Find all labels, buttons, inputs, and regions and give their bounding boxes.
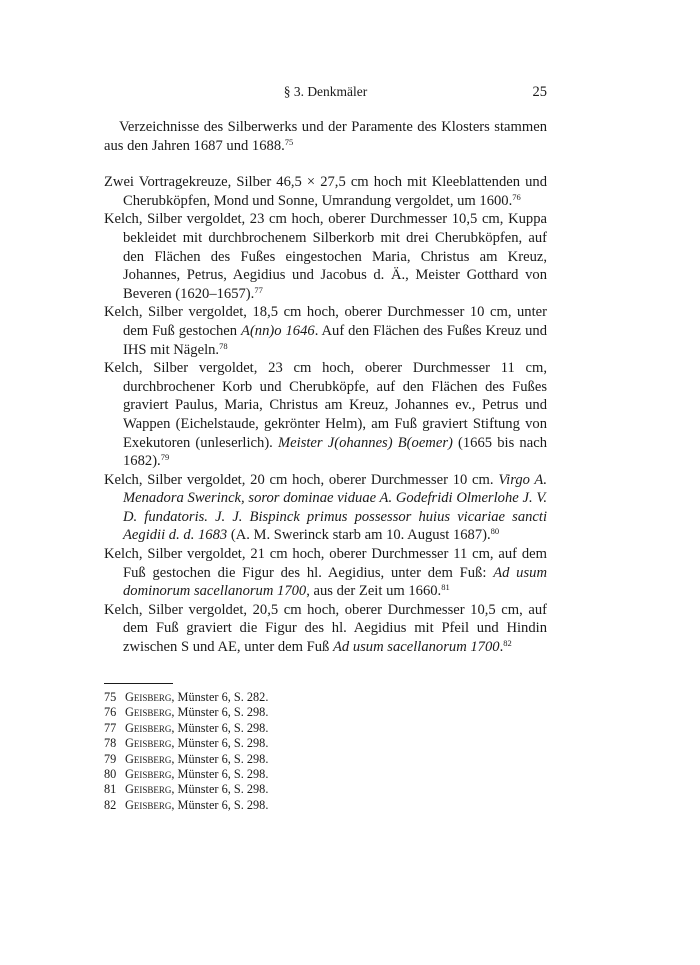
footnotes bbox=[104, 690, 547, 813]
footnote-text: , Münster 6, S. 282. bbox=[171, 690, 269, 704]
footnote-number: 75 bbox=[104, 690, 117, 704]
entry-text: Kelch, Silber vergoldet, 20,5 cm hoch, oberer Durchmesser 10,5 cm, auf dem Fuß graviert die Figur des hl. Aegidius mit Pfeil und Hindin zwischen S und AE, unter dem Fuß bbox=[104, 601, 547, 656]
footnote-text: , Münster 6, S. 298. bbox=[171, 705, 269, 720]
footnote-text: , Münster 6, S. 298. bbox=[171, 797, 269, 812]
entry-inscription: A(nn)o 1646 bbox=[241, 322, 315, 339]
footnote-author: Geisberg bbox=[125, 705, 172, 720]
inventory-entry bbox=[104, 303, 547, 359]
footnote-ref[interactable]: 78 bbox=[219, 340, 228, 351]
footnote-ref[interactable]: 77 bbox=[254, 284, 263, 295]
inventory-entry bbox=[104, 359, 547, 471]
footnote-ref[interactable]: 76 bbox=[512, 191, 521, 202]
footnote-author: Geisberg bbox=[125, 782, 172, 797]
entry-inscription: Virgo A. Menadora Swerinck, soror dominae viduae A. Godefridi Olmerlohe J. V. D. fundatoris. J. J. Bispinck primus possessor huius vicariae sancti Aegidii d. d. 1683 bbox=[123, 471, 547, 544]
footnote-number: 80 bbox=[104, 767, 117, 782]
inventory-entry bbox=[104, 601, 547, 657]
entry-text: , aus der Zeit um 1660. bbox=[306, 583, 442, 600]
footnote-text: , Münster 6, S. 298. bbox=[171, 736, 269, 751]
footnote bbox=[104, 690, 547, 705]
footnote bbox=[104, 705, 547, 720]
footnote-number: 79 bbox=[104, 751, 117, 766]
footnote-author: Geisberg bbox=[125, 767, 172, 782]
footnote-text: , Münster 6, S. 298. bbox=[171, 782, 269, 797]
footnote bbox=[104, 752, 547, 767]
footnote-ref[interactable]: 82 bbox=[503, 638, 512, 649]
entry-inscription: Ad usum dominorum sacellanorum 1700 bbox=[123, 564, 547, 600]
footnote-rule bbox=[104, 683, 173, 684]
footnote-number: 77 bbox=[104, 720, 117, 735]
footnote-author: Geisberg bbox=[125, 797, 172, 812]
entry-text: . Auf den Flächen des Fußes Kreuz und IHS mit Nägeln. bbox=[123, 322, 547, 358]
footnote-number: 76 bbox=[104, 705, 117, 720]
footnote-number: 81 bbox=[104, 782, 117, 797]
entry-text: Kelch, Silber vergoldet, 23 cm hoch, oberer Durchmesser 10,5 cm, Kuppa bekleidet mit durchbrochenem Silberkorb mit drei Cherubköpfen, auf den Flächen des Fußes eingestochen Maria, Christus am Kreuz, Johannes, Petrus, Aegidius und Jacobus d. Ä., Meister Gotthard von Beveren (1620–1657). bbox=[104, 211, 547, 302]
footnote bbox=[104, 767, 547, 782]
inventory-entry bbox=[104, 173, 547, 210]
footnote bbox=[104, 782, 547, 797]
footnote-ref[interactable]: 75 bbox=[284, 136, 294, 147]
inventory-list bbox=[104, 173, 547, 656]
inventory-entry bbox=[104, 471, 547, 545]
entry-text: Kelch, Silber vergoldet, 23 cm hoch, oberer Durchmesser 11 cm, durchbrochener Korb und Cherubköpfe, auf den Flächen des Fußes graviert Paulus, Maria, Christus am Kreuz, Johannes ev., Petrus und Wappen (Eichelstaude, gekrönter Helm), am Fuß graviert Stiftung von Exekutoren (unleserlich). bbox=[104, 360, 547, 451]
footnote-author: Geisberg bbox=[125, 736, 172, 751]
footnote-ref[interactable]: 81 bbox=[441, 582, 450, 593]
footnote-number: 82 bbox=[104, 797, 117, 812]
footnote-author: Geisberg bbox=[125, 751, 172, 766]
footnote-ref[interactable]: 80 bbox=[490, 526, 500, 537]
inventory-entry bbox=[104, 210, 547, 303]
footnote bbox=[104, 798, 547, 813]
intro-text: Verzeichnisse des Silberwerks und der Paramente des Klosters stammen aus den Jahren 1687 und 1688. bbox=[104, 119, 547, 154]
inventory-entry bbox=[104, 545, 547, 601]
running-title: § 3. Denkmäler bbox=[283, 84, 368, 99]
intro-paragraph bbox=[104, 118, 547, 155]
entry-text: Kelch, Silber vergoldet, 18,5 cm hoch, oberer Durchmesser 10 cm, unter dem Fuß gestochen bbox=[104, 304, 547, 339]
footnote-author: Geisberg bbox=[125, 690, 172, 704]
entry-text: Kelch, Silber vergoldet, 21 cm hoch, oberer Durchmesser 11 cm, auf dem Fuß gestochen die Figur des hl. Aegidius, unter dem Fuß: bbox=[104, 546, 547, 581]
entry-text: Zwei Vortragekreuze, Silber 46,5 × 27,5 cm hoch mit Kleeblattenden und Cherubköpfen, Mond und Sonne, Umrandung vergoldet, um 1600. bbox=[104, 174, 547, 209]
entry-text: (1665 bis nach 1682). bbox=[123, 434, 547, 470]
footnote-author: Geisberg bbox=[125, 720, 172, 735]
entry-text: (A. M. Swerinck starb am 10. August 1687). bbox=[227, 527, 491, 544]
footnote-text: , Münster 6, S. 298. bbox=[171, 751, 269, 766]
body-text bbox=[104, 118, 547, 657]
entry-text: Kelch, Silber vergoldet, 20 cm hoch, oberer Durchmesser 10 cm. bbox=[104, 471, 499, 488]
entry-inscription: Meister J(ohannes) B(oemer) bbox=[278, 434, 453, 451]
footnote-text: , Münster 6, S. 298. bbox=[171, 767, 269, 782]
page-number: 25 bbox=[532, 84, 547, 100]
footnote-ref[interactable]: 79 bbox=[160, 452, 170, 463]
running-head bbox=[104, 84, 547, 104]
entry-inscription: Ad usum sacellanorum 1700 bbox=[332, 639, 500, 656]
entry-text: . bbox=[499, 639, 504, 656]
footnote bbox=[104, 721, 547, 736]
footnote-text: , Münster 6, S. 298. bbox=[171, 720, 269, 735]
footnote-number: 78 bbox=[104, 736, 117, 751]
footnote bbox=[104, 736, 547, 751]
